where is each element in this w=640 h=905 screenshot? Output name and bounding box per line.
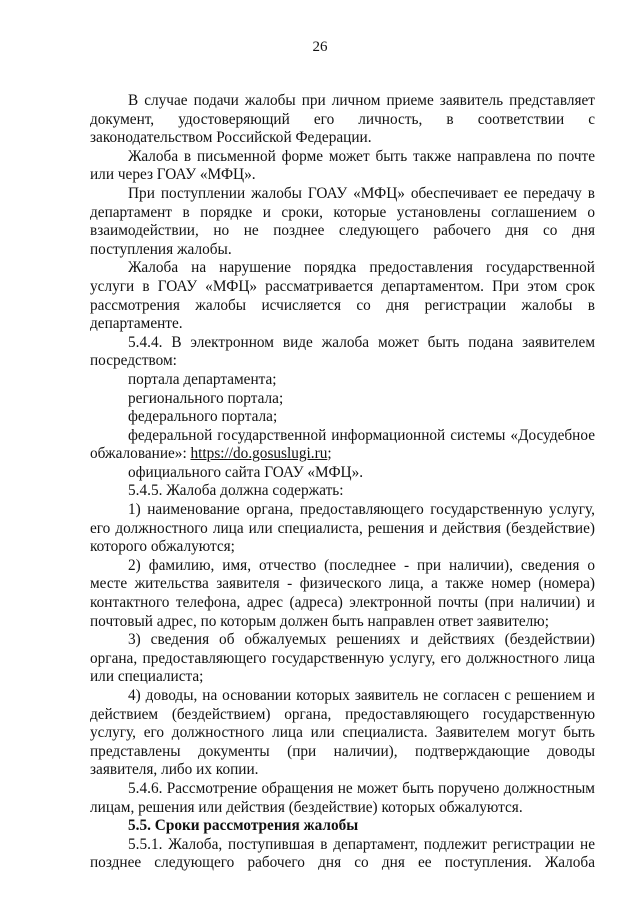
- list-item: портала департамента;: [128, 370, 277, 388]
- paragraph: Жалоба в письменной форме может быть также направлена по почте или через ГОАУ «МФЦ».: [90, 147, 595, 184]
- paragraph: 1) наименование органа, предоставляющего государственную услугу, его должностного лица или специалиста, решения и действия (бездействие) которого обжалуются;: [90, 501, 595, 556]
- list-item-punct: ;: [327, 445, 332, 463]
- paragraph: 2) фамилию, имя, отчество (последнее - при наличии), сведения о месте жительства заявителя - физического лица, а также номер (номера) контактного телефона, адрес (адреса) электронной почты (при наличии) и почтовый адрес, по которым должен быть направлен ответ заявителю;: [90, 556, 595, 630]
- gosuslugi-link[interactable]: https://do.gosuslugi.ru: [190, 445, 328, 463]
- paragraph: 5.4.6. Рассмотрение обращения не может быть поручено должностным лицам, решения или действия (бездействие) которых обжалуются.: [90, 779, 595, 816]
- paragraph: 5.4.5. Жалоба должна содержать:: [128, 482, 344, 500]
- page-number: 26: [312, 39, 328, 55]
- paragraph: В случае подачи жалобы при личном приеме заявитель представляет документ, удостоверяющий его личность, в соответствии с законодательством Российской Федерации.: [90, 92, 595, 147]
- paragraph: При поступлении жалобы ГОАУ «МФЦ» обеспечивает ее передачу в департамент в порядке и сроки, которые установлены соглашением о взаимодействии, но не позднее следующего рабочего дня со дня поступления жалобы.: [90, 184, 595, 258]
- list-item-text: федеральной государственной информационной системы «Досудебное обжалование»:: [90, 426, 595, 463]
- paragraph: 5.4.4. В электронном виде жалоба может быть подана заявителем посредством:: [90, 333, 595, 370]
- document-body: [90, 92, 595, 873]
- list-item: федерального портала;: [128, 408, 278, 426]
- paragraph: 4) доводы, на основании которых заявитель не согласен с решением и действием (бездействием) органа, предоставляющего государственную услугу, его должностного лица или специалиста. Заявителем могут быть представлены документы (при наличии), подтверждающие доводы заявителя, либо их копии.: [90, 687, 595, 779]
- paragraph: Жалоба на нарушение порядка предоставления государственной услуги в ГОАУ «МФЦ» рассматривается департаментом. При этом срок рассмотрения жалобы исчисляется со дня регистрации жалобы в департаменте.: [90, 259, 595, 333]
- paragraph: 3) сведения об обжалуемых решениях и действиях (бездействии) органа, предоставляющего государственную услугу, его должностного лица или специалиста;: [90, 631, 595, 686]
- paragraph: 5.5.1. Жалоба, поступившая в департамент, подлежит регистрации не позднее следующего рабочего дня со дня ее поступления. Жалоба: [90, 835, 595, 872]
- list-item: регионального портала;: [128, 389, 284, 407]
- list-item: [90, 427, 595, 464]
- section-heading: 5.5. Сроки рассмотрения жалобы: [128, 817, 359, 835]
- list-item: официального сайта ГОАУ «МФЦ».: [128, 463, 364, 481]
